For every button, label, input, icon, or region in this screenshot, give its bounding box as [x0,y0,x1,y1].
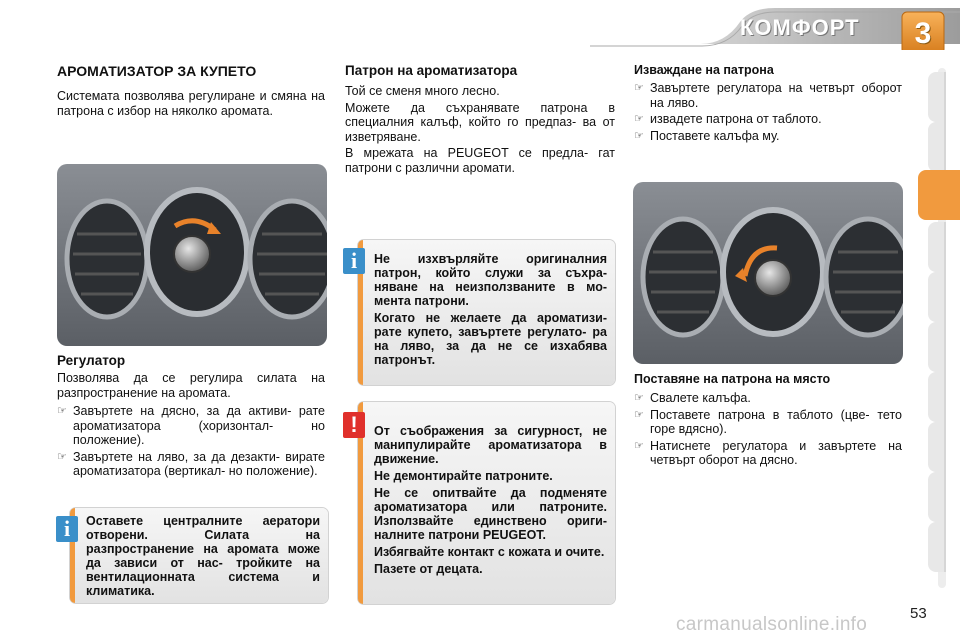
info-box-text [374,252,607,370]
install-bullet: ☞ Натиснете регулатора и завъртете на четвърт оборот на дясно. [634,439,902,468]
regulator-bullet: ☞ Завъртете на дясно, за да активи- рате ароматизатора (хоризонтал- но положение). [57,404,325,448]
chapter-tab-1[interactable] [928,72,946,122]
install-bullet: ☞ Свалете калъфа. [634,391,902,406]
info-icon: i [56,516,78,542]
info-paragraph: Когато не желаете да ароматизи- рате купето, завъртете регулато- ра на ляво, за да не се изхабява патронът. [374,311,607,367]
section-title-cartridge: Патрон на ароматизатора [345,63,518,78]
warning-paragraph: Не се опитвайте да подменяте ароматизатора или патроните. Използвайте единствено ориги- налните патрони PEUGEOT. [374,486,607,542]
remove-bullet: ☞ Завъртете регулатора на четвърт оборот на ляво. [634,81,902,110]
section-title-remove: Изваждане на патрона [634,63,774,77]
vent-cartridge-image [633,182,903,364]
section-title-air-freshener: АРОМАТИЗАТОР ЗА КУПЕТО [57,63,257,79]
watermark: carmanualsonline.info [676,614,868,635]
chapter-tab-2[interactable] [928,122,946,172]
cartridge-paragraph: Можете да съхранявате патрона в специалния калъф, който го предпаз- ва от изветряване. [345,100,615,144]
install-bullet-list [634,389,902,468]
remove-bullet: ☞ извадете патрона от таблото. [634,112,902,127]
chapter-number: 3 [914,17,932,50]
chapter-tab-10[interactable] [928,522,946,572]
chapter-tab-9[interactable] [928,472,946,522]
page-number: 53 [910,605,927,622]
chapter-tab-4[interactable] [928,222,946,272]
regulator-bullet: ☞ Завъртете на ляво, за да дезакти- вирате ароматизатора (вертикал- но положение). [57,450,325,479]
intro-text: Системата позволява регулиране и смяна на патрона с избор на няколко аромата. [57,89,325,118]
chapter-tab-5[interactable] [928,272,946,322]
info-paragraph: Не изхвърляйте оригиналния патрон, който служи за съхра- няване на неизползваните в мо- мента патрони. [374,252,607,308]
remove-bullet-list [634,79,902,143]
cartridge-paragraph: В мрежата на PEUGEOT се предла- гат патрони с различни аромати. [345,146,615,175]
warning-paragraph: Избягвайте контакт с кожата и очите. [374,545,605,559]
remove-bullet: ☞ Поставете калъфа му. [634,129,902,144]
chapter-tab-6[interactable] [928,322,946,372]
warning-paragraph: Пазете от децата. [374,562,483,576]
cartridge-text [345,84,615,175]
chapter-tab-active[interactable] [918,170,960,220]
warning-paragraph: От съображения за сигурност, не манипулирайте ароматизатора в движение. [374,424,607,466]
chapter-tab-8[interactable] [928,422,946,472]
chapter-title: КОМФОРТ [740,15,860,40]
info-box-cartridge [358,240,615,385]
chapter-tab-7[interactable] [928,372,946,422]
info-box-aerators [70,508,328,603]
regulator-bullet-list [57,402,325,479]
install-bullet: ☞ Поставете патрона в таблото (цве- тето горе вдясно). [634,408,902,437]
vent-regulator-image [57,164,327,346]
regulator-text: Позволява да се регулира силата на разпространение на аромата. [57,371,325,400]
warning-icon: ! [343,412,365,438]
warning-box-safety [358,402,615,604]
warning-paragraph: Не демонтирайте патроните. [374,469,553,483]
section-title-install: Поставяне на патрона на място [634,372,831,386]
section-title-regulator: Регулатор [57,353,126,368]
warning-box-text [374,424,607,579]
info-icon: i [343,248,365,274]
cartridge-paragraph: Той се сменя много лесно. [345,84,500,98]
info-box-text: Оставете централните аератори отворени. Силата на разпространение на аромата може да зависи от нас- тройките на вентилационната система и климатика. [86,514,320,598]
